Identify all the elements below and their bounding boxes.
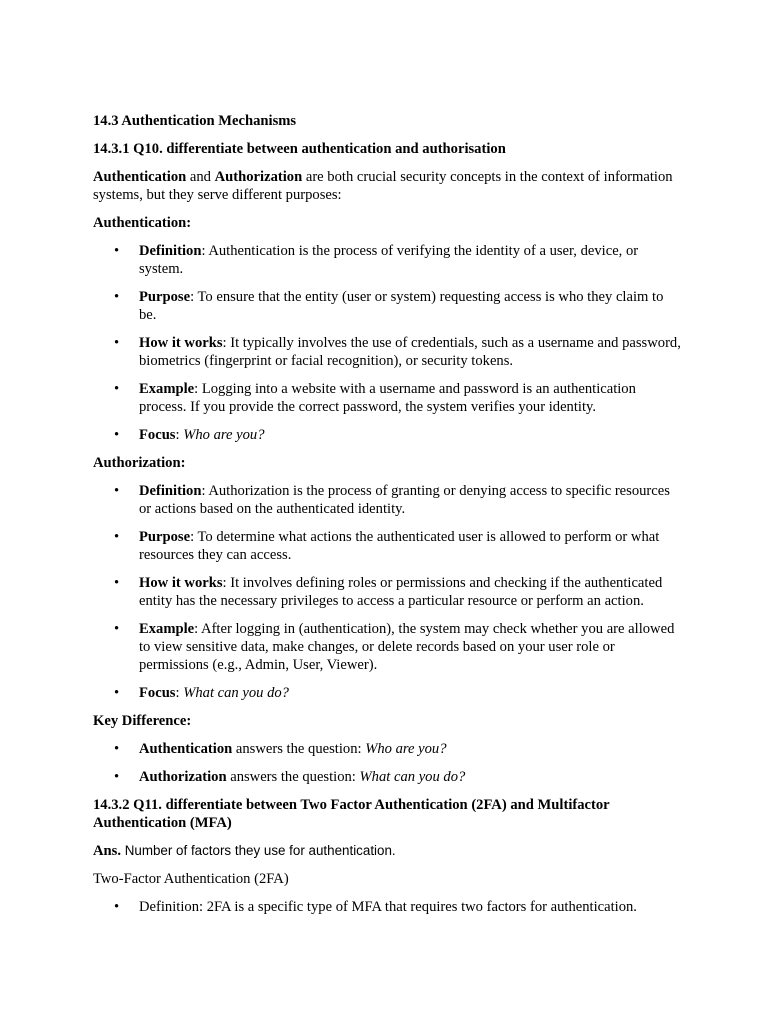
item-label: Purpose: [139, 529, 191, 545]
item-text: : Logging into a website with a username and password is an authentication process. If you provide the correct password, the system verifies your identity.: [139, 381, 636, 415]
question-11-heading: 14.3.2 Q11. differentiate between Two Factor Authentication (2FA) and Multifactor Authentication (MFA): [93, 797, 610, 831]
answer-text: Number of factors they use for authentication.: [120, 843, 396, 858]
item-sep: :: [175, 427, 184, 443]
item-text: : After logging in (authentication), the system may check whether you are allowed to view sensitive data, make changes, or delete records based on your user role or permissions (e.g., Admin, User, Viewer).: [139, 621, 675, 673]
list-item: [93, 740, 683, 758]
twofa-heading: Two-Factor Authentication (2FA): [93, 871, 289, 887]
list-item: [93, 528, 683, 564]
item-text: : It typically involves the use of credentials, such as a username and password, biometrics (fingerprint or facial recognition), or security tokens.: [139, 335, 681, 369]
item-label: Focus: [139, 427, 176, 443]
list-item: [93, 620, 683, 674]
item-label: How it works: [139, 335, 223, 351]
document-content: [93, 112, 683, 926]
authorization-list: [93, 482, 683, 702]
authentication-heading: Authentication:: [93, 215, 192, 231]
list-item: [93, 380, 683, 416]
item-text: : Authentication is the process of verifying the identity of a user, device, or system.: [139, 243, 639, 277]
item-label: Example: [139, 621, 195, 637]
item-text: answers the question:: [232, 741, 366, 757]
item-label: Purpose: [139, 289, 191, 305]
answer-paragraph: [93, 842, 683, 860]
intro-rest: are both crucial security concepts in the context of information systems, but they serve different purposes:: [93, 169, 673, 203]
item-text: : Authorization is the process of granting or denying access to specific resources or actions based on the authenticated identity.: [139, 483, 670, 517]
list-item: [93, 334, 683, 370]
list-item: [93, 426, 683, 444]
list-item: [93, 684, 683, 702]
focus-question: Who are you?: [183, 427, 265, 443]
item-text: : To ensure that the entity (user or system) requesting access is who they claim to be.: [139, 289, 664, 323]
item-question: What can you do?: [359, 769, 466, 785]
authorization-heading: Authorization:: [93, 455, 186, 471]
item-label: Authentication: [139, 741, 233, 757]
list-item: [93, 288, 683, 324]
item-question: Who are you?: [365, 741, 447, 757]
list-item: [93, 242, 683, 278]
item-text: answers the question:: [226, 769, 360, 785]
item-text: : To determine what actions the authenticated user is allowed to perform or what resources they can access.: [139, 529, 660, 563]
question-10-heading: 14.3.1 Q10. differentiate between authentication and authorisation: [93, 141, 506, 157]
item-label: Definition: [139, 483, 202, 499]
key-difference-heading: Key Difference:: [93, 713, 192, 729]
intro-paragraph: [93, 168, 683, 204]
focus-question: What can you do?: [183, 685, 289, 701]
list-item: [93, 574, 683, 610]
item-label: Focus: [139, 685, 176, 701]
intro-term-authentication: Authentication: [93, 169, 187, 185]
list-item: [93, 898, 683, 916]
section-heading: 14.3 Authentication Mechanisms: [93, 113, 297, 129]
item-label: Authorization: [139, 769, 227, 785]
list-item: [93, 768, 683, 786]
item-label: Example: [139, 381, 195, 397]
list-item: [93, 482, 683, 518]
intro-term-authorization: Authorization: [214, 169, 303, 185]
item-label: How it works: [139, 575, 223, 591]
answer-label: Ans.: [93, 843, 121, 859]
intro-and: and: [186, 169, 215, 185]
twofa-list: [93, 898, 683, 916]
item-text: Definition: 2FA is a specific type of MFA that requires two factors for authentication.: [139, 899, 637, 915]
authentication-list: [93, 242, 683, 444]
item-text: : It involves defining roles or permissions and checking if the authenticated entity has the necessary privileges to access a particular resource or perform an action.: [139, 575, 663, 609]
key-difference-list: [93, 740, 683, 786]
item-label: Definition: [139, 243, 202, 259]
item-sep: :: [175, 685, 184, 701]
